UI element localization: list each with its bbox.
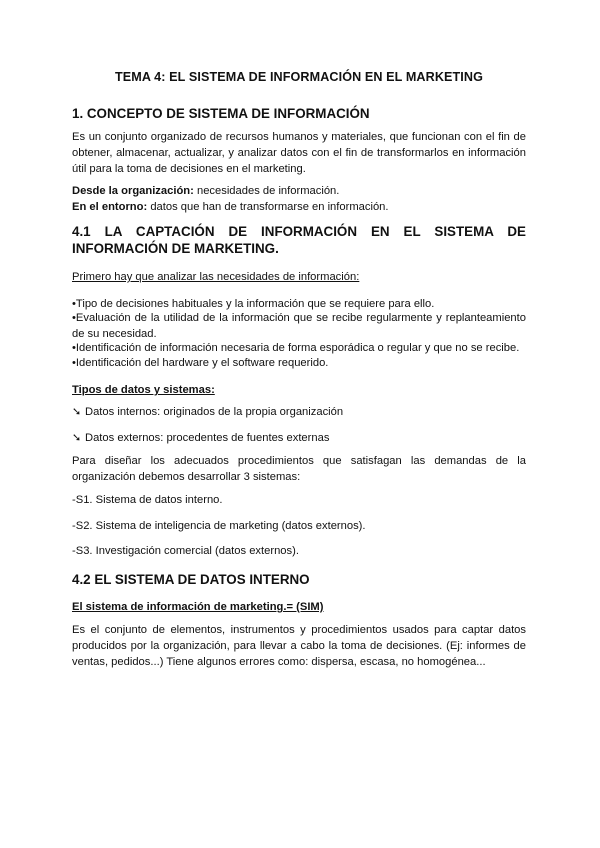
document-title: TEMA 4: EL SISTEMA DE INFORMACIÓN EN EL MARKETING xyxy=(114,70,484,84)
systems-paragraph: Para diseñar los adecuados procedimientos que satisfagan las demandas de la organización debemos desarrollar 3 sistemas: xyxy=(72,455,526,483)
bullet-item: •Identificación del hardware y el software requerido. xyxy=(72,357,329,369)
types-heading: Tipos de datos y sistemas: xyxy=(72,384,215,396)
needs-intro: Primero hay que analizar las necesidades de información: xyxy=(72,271,360,283)
definition-organization xyxy=(72,183,526,199)
definition-environment xyxy=(72,199,526,215)
system-item: -S3. Investigación comercial (datos externos). xyxy=(72,545,299,557)
bullet-item: •Identificación de información necesaria de forma esporádica o regular y que no se recibe. xyxy=(72,342,520,354)
section-1-paragraph: Es un conjunto organizado de recursos humanos y materiales, que funcionan con el fin de obtener, almacenar, actualizar, y analizar datos con el fin de transformarlos en información útil para la toma de decisiones en el marketing. xyxy=(72,131,526,175)
section-4-1-heading: 4.1 LA CAPTACIÓN DE INFORMACIÓN EN EL SISTEMA DE INFORMACIÓN DE MARKETING. xyxy=(72,224,526,256)
definition-environment-label: En el entorno: xyxy=(72,201,148,213)
system-item: -S1. Sistema de datos interno. xyxy=(72,494,223,506)
data-type-internal-text: Datos internos: originados de la propia organización xyxy=(85,406,344,418)
definition-organization-label: Desde la organización: xyxy=(72,185,194,197)
bullet-item: •Tipo de decisiones habituales y la información que se requiere para ello. xyxy=(72,298,435,310)
data-type-internal xyxy=(72,404,526,420)
data-type-external-text: Datos externos: procedentes de fuentes externas xyxy=(85,432,330,444)
sim-subheading: El sistema de información de marketing.= (SIM) xyxy=(72,601,324,613)
sim-paragraph: Es el conjunto de elementos, instrumentos y procedimientos usados para captar datos producidos por la organización, para llevar a cabo la toma de decisiones. (Ej: informes de ventas, pedidos...) Tiene algunos errores como: dispersa, escasa, no homogénea... xyxy=(72,624,526,668)
arrow-icon: ➘ xyxy=(72,432,82,444)
section-1-heading: 1. CONCEPTO DE SISTEMA DE INFORMACIÓN xyxy=(72,106,370,121)
data-type-external xyxy=(72,430,526,446)
system-item: -S2. Sistema de inteligencia de marketing (datos externos). xyxy=(72,520,366,532)
arrow-icon: ➘ xyxy=(72,406,82,418)
definition-organization-text: necesidades de información. xyxy=(193,185,340,197)
bullet-item: •Evaluación de la utilidad de la información que se recibe regularmente y replanteamiento de su necesidad. xyxy=(72,312,526,340)
definition-environment-text: datos que han de transformarse en información. xyxy=(147,201,389,213)
section-4-2-heading: 4.2 EL SISTEMA DE DATOS INTERNO xyxy=(72,572,310,587)
